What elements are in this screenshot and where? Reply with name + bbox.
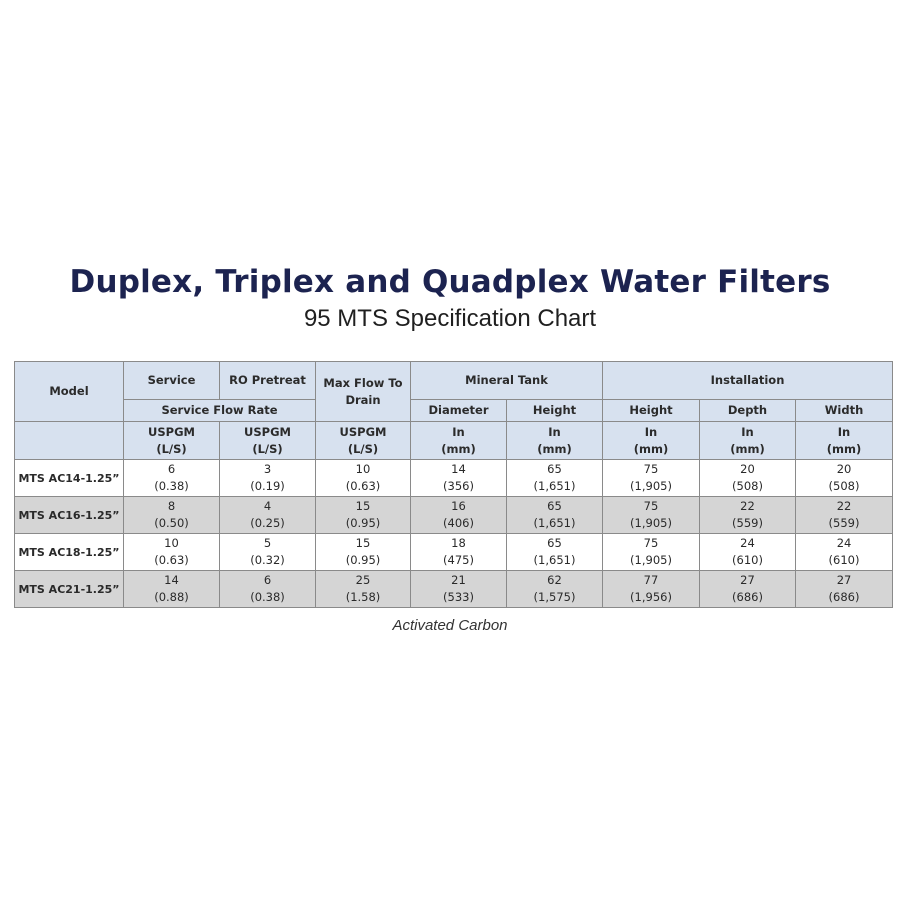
header-tank-height: Height (507, 400, 603, 422)
value-cell: 77 (1,956) (603, 571, 700, 608)
value-cell: 16 (406) (411, 497, 507, 534)
page-title: Duplex, Triplex and Quadplex Water Filters (69, 264, 831, 300)
value-cell: 5 (0.32) (220, 534, 316, 571)
unit-cell: In (mm) (796, 422, 893, 460)
value-cell: 27 (686) (700, 571, 796, 608)
value-cell: 75 (1,905) (603, 460, 700, 497)
value-cell: 3 (0.19) (220, 460, 316, 497)
value-cell: 27 (686) (796, 571, 893, 608)
table-body (15, 460, 893, 608)
header-units-model-blank (15, 422, 124, 460)
value-cell: 21 (533) (411, 571, 507, 608)
model-cell: MTS AC18-1.25” (15, 534, 124, 571)
header-service-flow-rate: Service Flow Rate (124, 400, 316, 422)
value-cell: 14 (356) (411, 460, 507, 497)
header-depth: Depth (700, 400, 796, 422)
value-cell: 6 (0.38) (124, 460, 220, 497)
header-installation-height: Height (603, 400, 700, 422)
header-installation: Installation (603, 362, 893, 400)
unit-cell: In (mm) (411, 422, 507, 460)
value-cell: 65 (1,651) (507, 460, 603, 497)
header-max-flow-to-drain: Max Flow To Drain (316, 362, 411, 422)
header-diameter: Diameter (411, 400, 507, 422)
header-service: Service (124, 362, 220, 400)
table-header (15, 362, 893, 460)
page-subtitle: 95 MTS Specification Chart (303, 305, 597, 332)
unit-cell: USPGM (L/S) (316, 422, 411, 460)
table-row (15, 534, 893, 571)
header-row-units (15, 422, 893, 460)
value-cell: 20 (508) (700, 460, 796, 497)
table-row (15, 460, 893, 497)
unit-cell: USPGM (L/S) (124, 422, 220, 460)
value-cell: 75 (1,905) (603, 534, 700, 571)
unit-cell: In (mm) (507, 422, 603, 460)
specification-table (14, 361, 893, 608)
value-cell: 24 (610) (700, 534, 796, 571)
header-width: Width (796, 400, 893, 422)
value-cell: 10 (0.63) (124, 534, 220, 571)
model-cell: MTS AC14-1.25” (15, 460, 124, 497)
header-row-columns (15, 400, 893, 422)
value-cell: 20 (508) (796, 460, 893, 497)
value-cell: 75 (1,905) (603, 497, 700, 534)
header-model: Model (15, 362, 124, 422)
value-cell: 8 (0.50) (124, 497, 220, 534)
value-cell: 62 (1,575) (507, 571, 603, 608)
value-cell: 15 (0.95) (316, 534, 411, 571)
header-ro-pretreat: RO Pretreat (220, 362, 316, 400)
model-cell: MTS AC16-1.25” (15, 497, 124, 534)
unit-cell: In (mm) (700, 422, 796, 460)
value-cell: 4 (0.25) (220, 497, 316, 534)
value-cell: 22 (559) (796, 497, 893, 534)
header-row-groups (15, 362, 893, 400)
value-cell: 18 (475) (411, 534, 507, 571)
value-cell: 25 (1.58) (316, 571, 411, 608)
table-row (15, 571, 893, 608)
header-mineral-tank: Mineral Tank (411, 362, 603, 400)
value-cell: 24 (610) (796, 534, 893, 571)
value-cell: 10 (0.63) (316, 460, 411, 497)
value-cell: 65 (1,651) (507, 534, 603, 571)
model-cell: MTS AC21-1.25” (15, 571, 124, 608)
value-cell: 15 (0.95) (316, 497, 411, 534)
table-caption: Activated Carbon (392, 617, 508, 634)
value-cell: 14 (0.88) (124, 571, 220, 608)
unit-cell: USPGM (L/S) (220, 422, 316, 460)
unit-cell: In (mm) (603, 422, 700, 460)
table-row (15, 497, 893, 534)
value-cell: 65 (1,651) (507, 497, 603, 534)
value-cell: 6 (0.38) (220, 571, 316, 608)
value-cell: 22 (559) (700, 497, 796, 534)
